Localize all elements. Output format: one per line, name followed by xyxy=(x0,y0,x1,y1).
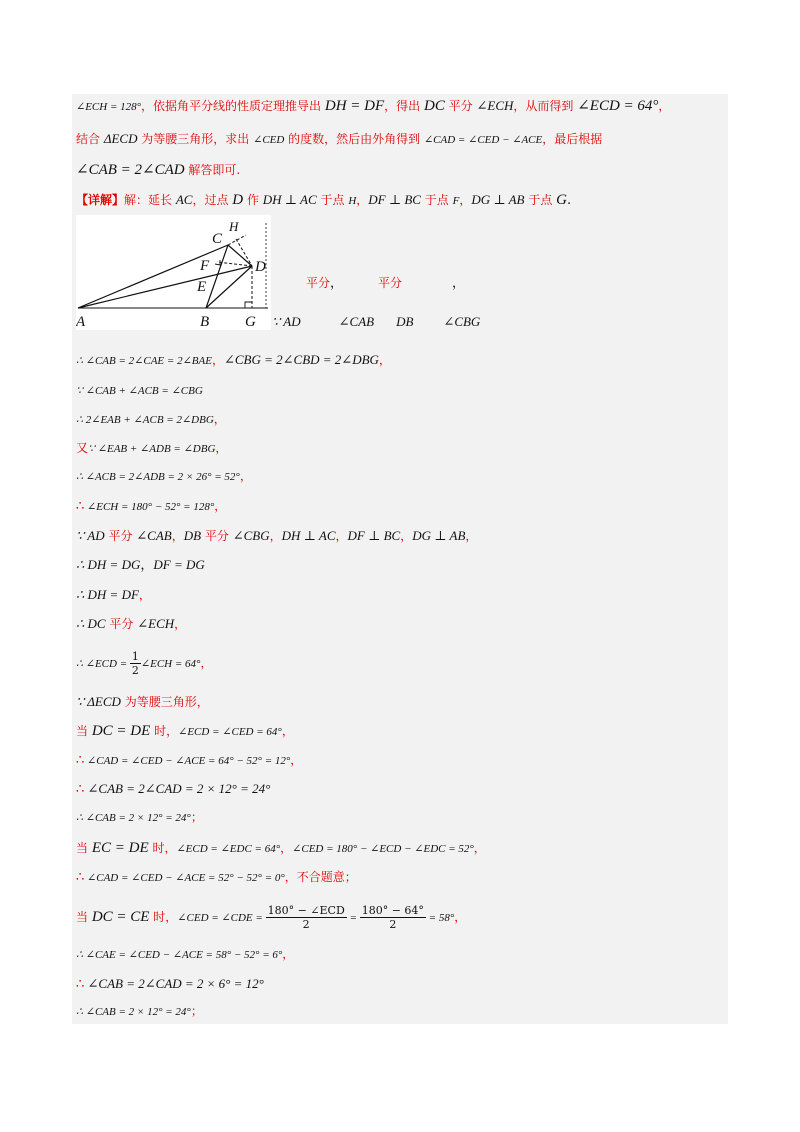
text: ，最后根据 xyxy=(542,132,603,146)
detail-heading: 【详解】 xyxy=(76,193,125,207)
text: ， xyxy=(473,841,486,855)
formula: D xyxy=(232,192,244,208)
text: ， xyxy=(330,276,344,291)
formula: ∠CBG xyxy=(443,314,481,329)
text: ，依据角平分线的性质定理推导出 xyxy=(141,99,325,113)
formula: ∠CED = 180° − ∠ECD − ∠EDC = 52° xyxy=(292,843,474,855)
text: 平分 xyxy=(104,529,137,543)
formula: ∠CED xyxy=(253,134,285,146)
formula: ∴ ∠CAB = 2 × 12° = 24° xyxy=(76,812,191,824)
formula: ∠CAB xyxy=(136,528,172,543)
text: ， xyxy=(356,193,369,207)
text: ， xyxy=(378,353,391,367)
line-9 xyxy=(76,409,226,430)
text: ， xyxy=(281,724,294,738)
formula: ∵ ΔECD xyxy=(76,694,121,709)
label-e: E xyxy=(197,279,207,295)
therefore-symbol: ∴ xyxy=(76,499,85,514)
formula: ∵ ∠EAB + ∠ADB = ∠DBG xyxy=(88,443,216,455)
formula: DH ⊥ AC xyxy=(281,528,336,543)
therefore-symbol: ∴ xyxy=(76,782,85,797)
line-8 xyxy=(76,381,203,401)
line-11 xyxy=(76,466,252,487)
fraction-numerator: 1 xyxy=(131,650,139,663)
text: ， xyxy=(269,529,282,543)
formula: AC xyxy=(175,192,193,207)
formula: ∠ECH xyxy=(476,98,514,113)
text: 平分 xyxy=(444,99,477,113)
text: 当 xyxy=(76,910,92,924)
text: 解答即可. xyxy=(184,163,241,177)
therefore-symbol: ∴ xyxy=(76,753,85,768)
formula: ∠CED = ∠CDE = xyxy=(177,912,266,924)
formula: ∠CAD = ∠CED − ∠ACE xyxy=(423,134,543,146)
formula: ∴ ∠CAB = 2∠CAE = 2∠BAE xyxy=(76,355,212,367)
line-20 xyxy=(76,750,302,771)
formula: ∴ ∠CAE = ∠CED − ∠ACE = 58° − 52° = 6° xyxy=(76,949,283,961)
text: 时， xyxy=(149,910,178,924)
label-f: F xyxy=(200,258,210,274)
text: 于点 xyxy=(316,193,349,207)
line-22 xyxy=(76,807,203,828)
formula: ∠CAD = ∠CED − ∠ACE = 52° − 52° = 0° xyxy=(84,872,285,884)
line-25 xyxy=(76,904,466,931)
formula: DF ⊥ BC xyxy=(368,192,421,207)
formula: ∵ ∠CAB + ∠ACB = ∠CBG xyxy=(76,385,203,397)
text: ， xyxy=(658,99,671,113)
text: ，得出 xyxy=(384,99,424,113)
text: 结合 xyxy=(76,132,104,146)
formula: DC = DE xyxy=(91,723,151,739)
fraction-numerator: 180° − 64° xyxy=(361,904,424,917)
formula: ∴ ∠CAB = 2 × 12° = 24° xyxy=(76,1006,191,1018)
text: 平分 xyxy=(306,276,331,290)
text: ， xyxy=(282,947,295,961)
text: ，过点 xyxy=(192,193,233,207)
line-16 xyxy=(76,614,186,635)
text: ， xyxy=(174,617,187,631)
text: 平分 xyxy=(105,617,138,631)
formula: ∠ECH = 180° − 52° = 128° xyxy=(84,501,215,513)
line-4 xyxy=(76,190,571,211)
fraction-denominator: 2 xyxy=(131,664,139,677)
formula: ∴ 2∠EAB + ∠ACB = 2∠DBG xyxy=(76,414,214,426)
line-5 xyxy=(306,273,465,294)
formula: ∵ AD xyxy=(76,528,105,543)
line-1 xyxy=(76,96,670,117)
text: 于点 xyxy=(524,193,557,207)
text: ， xyxy=(290,753,303,767)
fraction-denominator: 2 xyxy=(389,918,397,931)
text: ， xyxy=(200,656,213,670)
text: ， xyxy=(215,441,228,455)
formula: ∴ ∠ACB = 2∠ADB = 2 × 26° = 52° xyxy=(76,471,240,483)
formula: ∴ DC xyxy=(76,616,106,631)
text: 的度数，然后由外角得到 xyxy=(284,132,424,146)
fraction-denominator: 2 xyxy=(302,918,310,931)
formula: DC xyxy=(424,98,445,114)
formula: ∠CAB = 2∠CAD = 2 × 12° = 24° xyxy=(84,781,271,796)
text: 当 xyxy=(76,724,92,738)
line-10 xyxy=(76,438,227,459)
text: 为等腰三角形， xyxy=(120,695,209,709)
fraction xyxy=(130,650,141,677)
text: ， xyxy=(211,353,224,367)
formula: DH = DF xyxy=(324,98,385,114)
label-a: A xyxy=(76,314,86,330)
formula: DF ⊥ BC xyxy=(347,528,401,543)
label-h: H xyxy=(229,219,239,234)
fraction xyxy=(360,904,426,931)
formula: DH ⊥ AC xyxy=(262,192,317,207)
line-24 xyxy=(76,867,357,888)
text: ，从而得到 xyxy=(513,99,578,113)
label-b: B xyxy=(200,314,210,330)
text: 为等腰三角形，求出 xyxy=(137,132,254,146)
text: 平分 xyxy=(378,276,403,290)
formula: DB xyxy=(396,314,414,329)
formula: DC = CE xyxy=(91,909,150,925)
line-19 xyxy=(76,721,294,742)
formula: ∠CAB = 2∠CAD xyxy=(76,162,185,178)
formula: G xyxy=(556,192,567,208)
label-c: C xyxy=(212,231,223,247)
text: ，不合题意； xyxy=(284,870,357,884)
formula: EC = DE xyxy=(91,840,149,856)
formula: ∠CBG = 2∠CBD = 2∠DBG xyxy=(223,352,379,367)
formula: DB xyxy=(183,528,202,543)
line-28 xyxy=(76,1001,203,1022)
text: 作 xyxy=(243,193,263,207)
text: 当 xyxy=(76,841,92,855)
formula: ∠CAB = 2∠CAD = 2 × 6° = 12° xyxy=(84,976,264,991)
line-15 xyxy=(76,585,151,606)
formula: ∠ECD = ∠CED = 64° xyxy=(178,726,282,738)
figure-background xyxy=(76,215,271,330)
line-18 xyxy=(76,692,209,713)
text: 时， xyxy=(150,724,179,738)
formula: = 58° xyxy=(425,912,455,924)
line-12 xyxy=(76,496,226,517)
line-7 xyxy=(76,350,391,371)
line-17 xyxy=(76,650,212,677)
text: ， xyxy=(465,529,478,543)
text: ， xyxy=(171,529,184,543)
fraction-numerator: 180° − ∠ECD xyxy=(267,904,345,917)
formula: = xyxy=(346,912,360,924)
triangle-diagram xyxy=(76,215,271,330)
formula: ∠ECH xyxy=(137,616,175,631)
text: ， xyxy=(335,529,348,543)
formula: DG ⊥ AB xyxy=(412,528,466,543)
text: ， xyxy=(400,529,413,543)
label-g: G xyxy=(245,314,256,330)
formula: H xyxy=(348,195,357,207)
formula: DF = DG xyxy=(153,557,205,572)
text: ， xyxy=(140,558,154,573)
text: . xyxy=(566,193,572,208)
text: 解：延长 xyxy=(124,193,176,207)
formula: ∠CAB xyxy=(338,314,375,329)
line-3 xyxy=(76,160,240,181)
formula: ∴ DH = DG xyxy=(76,557,141,572)
formula: ∠CAD = ∠CED − ∠ACE = 64° − 52° = 12° xyxy=(84,755,291,767)
text: ， xyxy=(213,412,226,426)
text: ， xyxy=(138,588,151,602)
text: 又 xyxy=(76,441,89,455)
formula: DG ⊥ AB xyxy=(471,192,525,207)
therefore-symbol: ∴ xyxy=(76,977,85,992)
line-2 xyxy=(76,129,602,150)
text: ； xyxy=(190,1004,203,1018)
line-14 xyxy=(76,555,205,576)
formula: ∵ AD xyxy=(272,314,301,329)
formula: ∠CBG xyxy=(232,528,270,543)
text: ， xyxy=(214,499,227,513)
formula: ∴ DH = DF xyxy=(76,587,139,602)
formula: ΔECD xyxy=(103,131,138,146)
line-23 xyxy=(76,838,486,859)
label-d: D xyxy=(255,259,266,275)
text: ， xyxy=(454,910,467,924)
formula: F xyxy=(452,195,460,207)
text: 平分 xyxy=(201,529,233,543)
text: ； xyxy=(190,810,203,824)
line-13 xyxy=(76,526,477,547)
formula: ∴ ∠ECD = xyxy=(76,658,130,670)
line-21 xyxy=(76,779,270,800)
fraction xyxy=(266,904,347,931)
text: ， xyxy=(452,276,466,291)
formula: ∠ECH = 128° xyxy=(76,101,142,113)
line-26 xyxy=(76,944,294,965)
formula: ∠ECH = 64° xyxy=(140,658,201,670)
formula: ∠ECD = 64° xyxy=(577,98,659,114)
therefore-symbol: ∴ xyxy=(76,870,85,885)
line-27 xyxy=(76,974,264,995)
formula: ∠ECD = ∠EDC = 64° xyxy=(176,843,281,855)
text: ， xyxy=(239,469,252,483)
text: ， xyxy=(280,841,293,855)
geometry-figure xyxy=(76,215,271,330)
text: 时， xyxy=(148,841,177,855)
text: ， xyxy=(459,193,472,207)
line-6 xyxy=(272,312,480,333)
text: 于点 xyxy=(420,193,453,207)
